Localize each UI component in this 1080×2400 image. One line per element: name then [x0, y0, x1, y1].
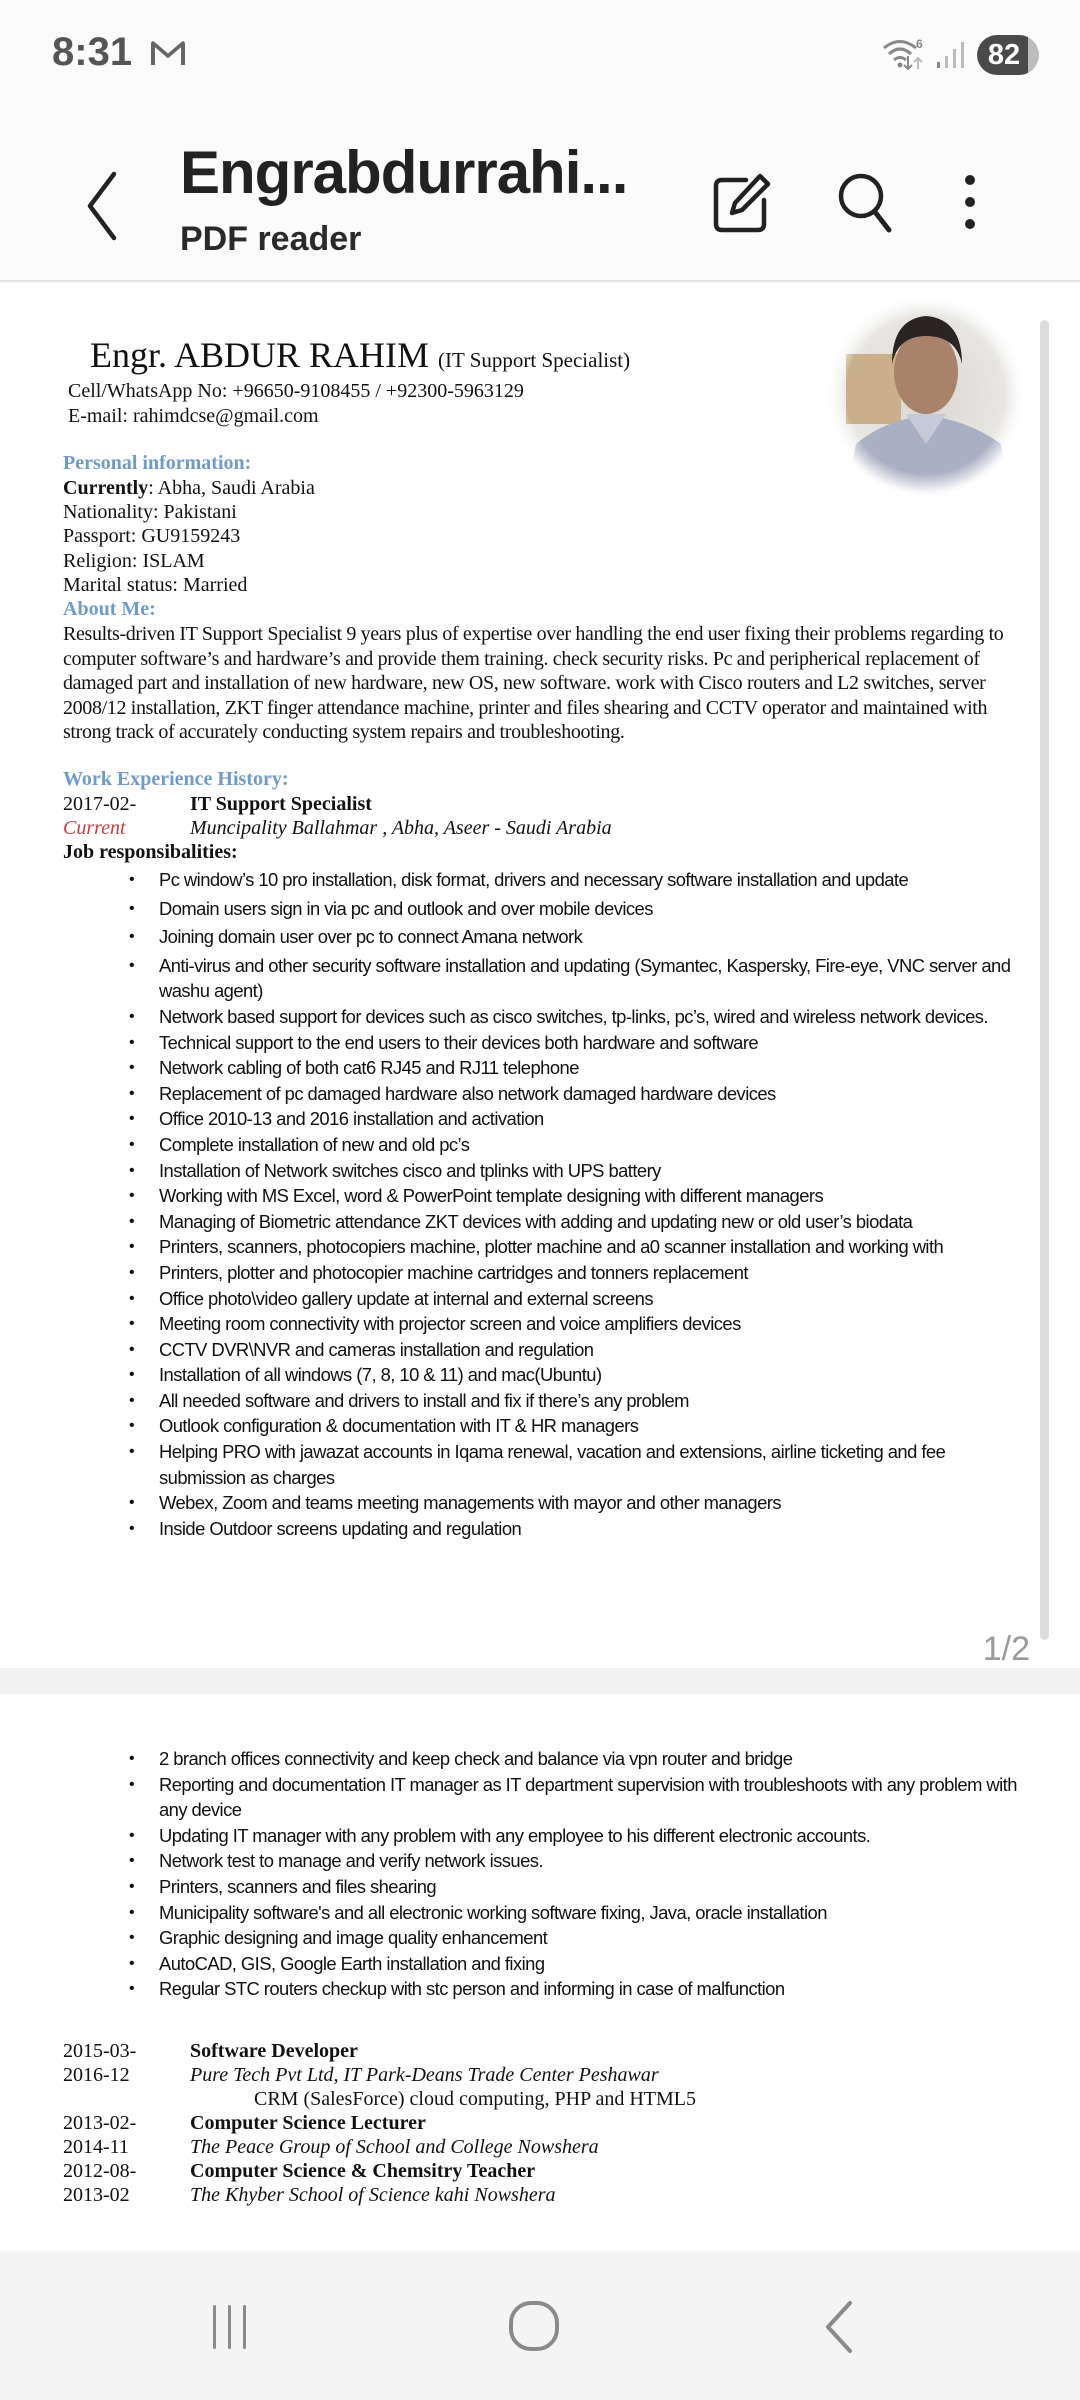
past-job-org: The Peace Group of School and College Nowshera: [190, 2136, 599, 2158]
responsibility-text: Anti-virus and other security software installation and updating (Symantec, Kaspersky, Fire-eye, VNC server and washu agent): [159, 954, 1011, 1002]
responsibility-item: [125, 867, 1025, 893]
bullet-icon: •: [129, 1238, 135, 1256]
bullet-icon: •: [129, 1366, 135, 1384]
responsibility-text: Municipality software's and all electronic working software fixing, Java, oracle installation: [159, 1901, 827, 1923]
responsibility-item: [125, 1209, 1025, 1235]
responsibility-text: Graphic designing and image quality enhancement: [159, 1927, 548, 1949]
signal-icon: [935, 40, 967, 70]
responsibility-item: [125, 1848, 1025, 1874]
responsibility-item: [125, 1004, 1025, 1030]
bullet-icon: •: [129, 1929, 135, 1947]
responsibility-text: Technical support to the end users to their devices both hardware and software: [159, 1031, 759, 1053]
responsibility-text: Joining domain user over pc to connect Amana network: [159, 926, 583, 948]
responsibility-item: [125, 1516, 1025, 1542]
responsibility-text: Complete installation of new and old pc’s: [159, 1133, 470, 1155]
more-options-icon[interactable]: [950, 170, 990, 234]
past-job-date-start: 2013-02-: [63, 2112, 137, 2134]
past-job-org: The Khyber School of Science kahi Nowshera: [190, 2184, 556, 2206]
recent-apps-icon[interactable]: [205, 2302, 255, 2352]
battery-percent: 82: [987, 39, 1021, 71]
responsibility-item: [125, 1106, 1025, 1132]
bullet-icon: •: [129, 1084, 135, 1102]
work-heading: Work Experience History:: [63, 768, 289, 790]
currently-label: Currently: [63, 477, 149, 499]
status-bar: [0, 0, 1080, 110]
pdf-page-1: [0, 284, 1080, 1668]
responsibility-item: [125, 1976, 1025, 2002]
responsibilities-heading: Job responsibalities:: [63, 841, 238, 863]
responsibility-item: [125, 1900, 1025, 1926]
responsibility-text: Working with MS Excel, word & PowerPoint template designing with different managers: [159, 1185, 824, 1207]
bullet-icon: •: [129, 1340, 135, 1358]
responsibility-item: [125, 1490, 1025, 1516]
responsibility-item: [125, 1286, 1025, 1312]
past-job-date-end: 2014-11: [63, 2136, 129, 2158]
about-heading: About Me:: [63, 598, 156, 620]
past-job-detail: CRM (SalesForce) cloud computing, PHP and HTML5: [254, 2088, 697, 2110]
responsibility-text: Office 2010-13 and 2016 installation and activation: [159, 1108, 544, 1130]
scrollbar[interactable]: [1040, 320, 1049, 1640]
cv-email[interactable]: E-mail: rahimdcse@gmail.com: [68, 405, 319, 427]
responsibility-text: Pc window’s 10 pro installation, disk format, drivers and necessary software installation and update: [159, 869, 909, 890]
responsibility-text: Printers, plotter and photocopier machine cartridges and tonners replacement: [159, 1261, 748, 1283]
responsibility-text: Inside Outdoor screens updating and regulation: [159, 1517, 522, 1539]
responsibility-item: [125, 924, 1025, 950]
responsibility-text: Printers, scanners, photocopiers machine, plotter machine and a0 scanner installation and working with: [159, 1236, 944, 1258]
past-job-date-start: 2015-03-: [63, 2040, 137, 2062]
responsibilities-list-page1: [125, 867, 1025, 1541]
job-date-start: 2017-02-: [63, 793, 137, 815]
wifi-icon: [882, 36, 928, 72]
responsibility-item: [125, 1311, 1025, 1337]
responsibility-item: [125, 1951, 1025, 1977]
bullet-icon: •: [129, 1494, 135, 1512]
bullet-icon: •: [129, 1877, 135, 1895]
navigation-bar: [0, 2252, 1080, 2400]
bullet-icon: •: [129, 1161, 135, 1179]
responsibility-text: Network based support for devices such as cisco switches, tp-links, pc’s, wired and wireless network devices.: [159, 1005, 988, 1027]
profile-photo-image: [826, 294, 1026, 494]
info-religion: Religion: ISLAM: [63, 550, 205, 572]
responsibility-text: Meeting room connectivity with projector screen and voice amplifiers devices: [159, 1313, 741, 1335]
bullet-icon: •: [129, 1417, 135, 1435]
responsibility-item: [125, 1158, 1025, 1184]
responsibility-item: [125, 1874, 1025, 1900]
responsibility-item: [125, 953, 1025, 1004]
bullet-icon: •: [129, 1750, 135, 1767]
search-icon[interactable]: [835, 170, 897, 234]
bullet-icon: •: [129, 1033, 135, 1051]
responsibility-item: [125, 1081, 1025, 1107]
responsibility-text: Office photo\video gallery update at internal and external screens: [159, 1287, 653, 1309]
bullet-icon: •: [129, 1775, 135, 1793]
home-icon[interactable]: [505, 2300, 565, 2354]
bullet-icon: •: [129, 1391, 135, 1409]
responsibility-text: Managing of Biometric attendance ZKT devices with adding and updating new or old user’s biodata: [159, 1210, 913, 1232]
responsibility-text: Helping PRO with jawazat accounts in Iqama renewal, vacation and extensions, airline ticketing and fee submission as charges: [159, 1441, 946, 1488]
document-title: Engrabdurrahi...: [180, 139, 628, 206]
responsibility-item: [125, 1260, 1025, 1286]
currently-value: : Abha, Saudi Arabia: [148, 477, 315, 499]
past-job-title: Computer Science & Chemsitry Teacher: [190, 2160, 536, 2182]
pdf-viewer[interactable]: [0, 284, 1080, 2250]
responsibility-item: [125, 1823, 1025, 1849]
bullet-icon: •: [129, 1826, 135, 1844]
info-currently: [63, 477, 315, 500]
bullet-icon: •: [129, 1187, 135, 1205]
about-text: Results-driven IT Support Specialist 9 years plus of expertise over handling the end user fixing their problems regarding to computer software’s and hardware’s and provide them training. check security risks. Pc and peripherical replacement of damaged part and installation of new hardware, new OS, new software. work with Cisco routers and L2 switches, server 2008/12 installation, ZKT finger attendance machine, printer and files shearing and CCTV operator and maintained with strong track of accurately conducting system repairs and troubleshooting.: [63, 623, 1004, 743]
responsibility-text: Printers, scanners and files shearing: [159, 1875, 437, 1897]
app-bar: [0, 110, 1080, 282]
bullet-icon: •: [129, 928, 135, 946]
svg-text:6: 6: [916, 37, 923, 51]
responsibility-item: [125, 1746, 1025, 1772]
edit-icon[interactable]: [712, 170, 774, 234]
app-subtitle: PDF reader: [180, 220, 362, 258]
bullet-icon: •: [129, 1059, 135, 1077]
responsibility-text: Outlook configuration & documentation with IT & HR managers: [159, 1415, 639, 1437]
bullet-icon: •: [129, 956, 135, 974]
bullet-icon: •: [129, 1443, 135, 1461]
bullet-icon: •: [129, 1289, 135, 1307]
profile-photo: [826, 294, 1026, 494]
responsibility-text: Installation of Network switches cisco and tplinks with UPS battery: [159, 1159, 661, 1181]
responsibility-item: [125, 1030, 1025, 1056]
responsibility-text: Reporting and documentation IT manager as IT department supervision with troubleshoots with any problem with any device: [159, 1773, 1017, 1821]
job-title: IT Support Specialist: [190, 793, 372, 815]
back-arrow-icon[interactable]: [78, 166, 128, 246]
responsibility-text: Replacement of pc damaged hardware also network damaged hardware devices: [159, 1082, 776, 1104]
responsibility-text: Installation of all windows (7, 8, 10 & 11) and mac(Ubuntu): [159, 1364, 602, 1386]
responsibility-item: [125, 1055, 1025, 1081]
responsibility-text: AutoCAD, GIS, Google Earth installation and fixing: [159, 1952, 545, 1974]
gmail-icon: [150, 38, 186, 68]
cv-name: [90, 334, 630, 376]
responsibility-text: Network cabling of both cat6 RJ45 and RJ11 telephone: [159, 1057, 579, 1079]
bullet-icon: •: [129, 871, 135, 888]
past-job-date-end: 2016-12: [63, 2064, 130, 2086]
job-date-current: Current: [63, 817, 126, 839]
past-job-title: Software Developer: [190, 2040, 358, 2062]
battery-indicator: [977, 35, 1039, 75]
responsibility-item: [125, 1439, 1025, 1490]
responsibility-text: 2 branch offices connectivity and keep check and balance via vpn router and bridge: [159, 1748, 793, 1769]
bullet-icon: •: [129, 1110, 135, 1128]
bullet-icon: •: [129, 1263, 135, 1281]
info-marital: Marital status: Married: [63, 574, 248, 596]
responsibility-text: Regular STC routers checkup with stc person and informing in case of malfunction: [159, 1978, 785, 2000]
job-org: Muncipality Ballahmar , Abha, Aseer - Saudi Arabia: [190, 817, 612, 839]
responsibilities-list-page2: [125, 1746, 1025, 2002]
page-indicator: 1/2: [982, 1630, 1030, 1668]
responsibility-text: Network test to manage and verify network issues.: [159, 1850, 543, 1872]
responsibility-item: [125, 1183, 1025, 1209]
past-job-org: Pure Tech Pvt Ltd, IT Park-Deans Trade Center Peshawar: [190, 2064, 659, 2086]
personal-info-heading: Personal information:: [63, 452, 252, 474]
cv-name-text: Engr. ABDUR RAHIM: [90, 335, 430, 375]
bullet-icon: •: [129, 1212, 135, 1230]
responsibility-item: [125, 1388, 1025, 1414]
responsibility-item: [125, 1132, 1025, 1158]
responsibility-item: [125, 1337, 1025, 1363]
responsibility-item: [125, 1925, 1025, 1951]
past-job-date-end: 2013-02: [63, 2184, 130, 2206]
responsibility-text: Webex, Zoom and teams meeting managements with mayor and other managers: [159, 1492, 781, 1514]
responsibility-item: [125, 896, 1025, 922]
info-nationality: Nationality: Pakistani: [63, 501, 237, 523]
bullet-icon: •: [129, 1519, 135, 1537]
bullet-icon: •: [129, 1852, 135, 1870]
status-time: 8:31: [52, 30, 133, 74]
bullet-icon: •: [129, 1007, 135, 1025]
past-job-title: Computer Science Lecturer: [190, 2112, 426, 2134]
pdf-page-2: [0, 1694, 1080, 2250]
responsibility-item: [125, 1413, 1025, 1439]
bullet-icon: •: [129, 1954, 135, 1972]
info-passport: Passport: GU9159243: [63, 525, 241, 547]
cv-phone: Cell/WhatsApp No: +96650-9108455 / +92300-5963129: [68, 380, 524, 402]
bullet-icon: •: [129, 1903, 135, 1921]
bullet-icon: •: [129, 1315, 135, 1333]
bullet-icon: •: [129, 899, 135, 917]
responsibility-item: [125, 1772, 1025, 1823]
responsibility-text: CCTV DVR\NVR and cameras installation and regulation: [159, 1338, 594, 1360]
past-job-date-start: 2012-08-: [63, 2160, 137, 2182]
nav-back-icon[interactable]: [820, 2300, 860, 2354]
responsibility-item: [125, 1234, 1025, 1260]
cv-role: (IT Support Specialist): [438, 348, 631, 372]
responsibility-text: Domain users sign in via pc and outlook and over mobile devices: [159, 897, 653, 919]
bullet-icon: •: [129, 1135, 135, 1153]
responsibility-item: [125, 1362, 1025, 1388]
responsibility-text: Updating IT manager with any problem with any employee to his different electronic accounts.: [159, 1824, 871, 1846]
responsibility-text: All needed software and drivers to install and fix if there’s any problem: [159, 1389, 689, 1411]
bullet-icon: •: [129, 1980, 135, 1998]
